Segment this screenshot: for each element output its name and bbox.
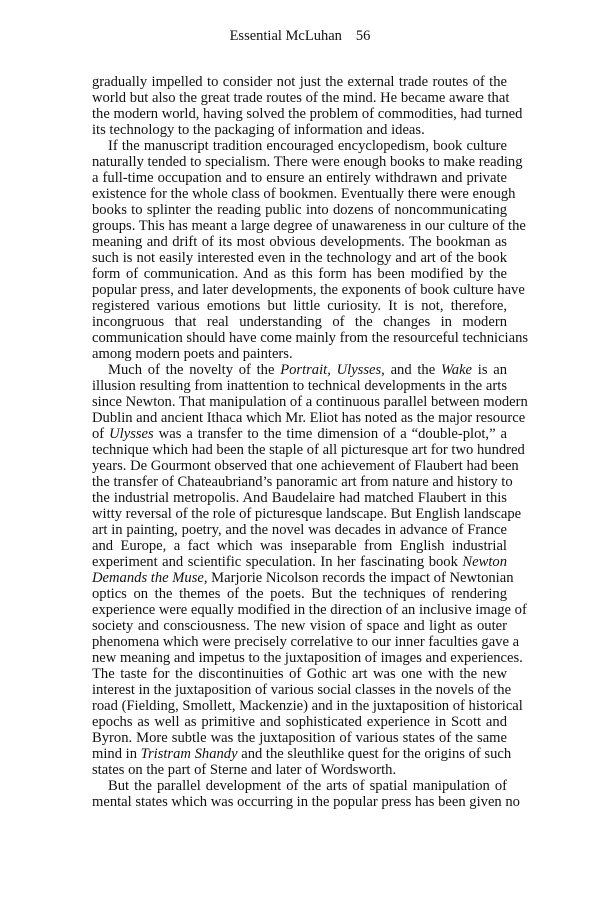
text-run: Dublin and ancient Ithaca which Mr. Eliot has noted as the major resource — [92, 410, 526, 426]
text-line — [92, 346, 507, 362]
text-run: states on the part of Sterne and later of Wordsworth. — [92, 762, 397, 778]
italic-title: Newton — [462, 554, 507, 570]
text-run: gradually impelled to consider not just the external trade routes of the — [92, 74, 507, 90]
paragraph — [92, 74, 523, 138]
text-run: popular press, and later developments, the exponents of book culture have — [92, 282, 525, 298]
text-run: interest in the juxtaposition of various social classes in the novels of the — [92, 682, 512, 698]
text-run: and the — [384, 362, 441, 378]
book-title: Essential McLuhan — [229, 28, 342, 44]
text-run: Marjorie Nicolson records the impact of Newtonian — [207, 570, 514, 586]
text-line — [92, 666, 507, 682]
text-run: existence for the whole class of bookmen. Eventually there were enough — [92, 186, 516, 202]
text-line — [92, 442, 525, 458]
text-line — [92, 362, 507, 378]
text-line — [92, 762, 507, 778]
text-run: optics on the themes of the poets. But the techniques of rendering — [92, 586, 507, 602]
text-run: since Newton. That manipulation of a continuous parallel between modern — [92, 394, 528, 410]
text-run: experience were equally modified in the direction of an inclusive image of — [92, 602, 527, 618]
text-line — [92, 266, 507, 282]
text-run: registered various emotions but little curiosity. It is not, therefore, — [92, 298, 507, 314]
italic-title: Ulysses — [109, 426, 154, 442]
text-line — [92, 330, 529, 346]
text-run: of — [92, 426, 110, 442]
text-run: experiment and scientific speculation. In her fascinating book — [92, 554, 463, 570]
text-line — [92, 538, 507, 554]
text-line — [92, 426, 507, 442]
text-line — [92, 410, 526, 426]
text-line — [92, 714, 507, 730]
text-run: phenomena which were precisely correlative to our inner faculties gave a — [92, 634, 520, 650]
text-line — [92, 90, 510, 106]
text-line — [92, 74, 507, 90]
text-run: new meaning and impetus to the juxtaposition of images and experiences. — [92, 650, 523, 666]
text-run: technique which had been the staple of all picturesque art for two hundred — [92, 442, 525, 458]
text-line — [92, 250, 507, 266]
running-header — [0, 27, 600, 45]
text-run: the industrial metropolis. And Baudelaire had matched Flaubert in this — [92, 490, 507, 506]
text-run: years. De Gourmont observed that one achievement of Flaubert had been — [92, 458, 519, 474]
text-line — [92, 186, 516, 202]
text-run: among modern poets and painters. — [92, 346, 293, 362]
text-line — [92, 218, 526, 234]
text-run: society and consciousness. The new vision of space and light as outer — [92, 618, 507, 634]
text-run: form of communication. And as this form has been modified by the — [92, 266, 507, 282]
text-line — [92, 554, 507, 570]
text-run: the transfer of Chateaubriand’s panoramic art from nature and history to — [92, 474, 513, 490]
text-line — [92, 282, 525, 298]
text-line — [92, 778, 507, 794]
text-run: mental states which was occurring in the popular press has been given no — [92, 794, 520, 810]
text-run: The taste for the discontinuities of Gothic art was one with the new — [92, 666, 507, 682]
text-line — [92, 602, 527, 618]
page-number: 56 — [355, 28, 371, 44]
text-line — [92, 522, 507, 538]
text-run: epochs as well as primitive and sophisticated experience in Scott and — [92, 714, 507, 730]
text-run: was a transfer to the time dimension of a “double-plot,” a — [153, 426, 507, 442]
text-run: books to splinter the reading public into dozens of noncommunicating — [92, 202, 507, 218]
text-run: a full-time occupation and to ensure an entirely withdrawn and private — [92, 170, 507, 186]
text-line — [92, 458, 519, 474]
text-line — [92, 298, 507, 314]
text-run: illusion resulting from inattention to technical developments in the arts — [92, 378, 507, 394]
text-run: naturally tended to specialism. There were enough books to make reading — [92, 154, 523, 170]
text-run: road (Fielding, Smollett, Mackenzie) and in the juxtaposition of historical — [92, 698, 523, 714]
text-run: is an — [472, 362, 508, 378]
text-line — [92, 570, 514, 586]
text-run: meaning and drift of its most obvious developments. The bookman as — [92, 234, 507, 250]
italic-title: Wake — [440, 362, 473, 378]
text-line — [92, 730, 507, 746]
text-line — [92, 106, 523, 122]
text-line — [92, 474, 513, 490]
italic-title: Tristram Shandy — [140, 746, 238, 762]
text-run: Byron. More subtle was the juxtaposition of various states of the same — [92, 730, 507, 746]
text-line — [92, 378, 507, 394]
text-run: witty reversal of the role of picturesque landscape. But English landscape — [92, 506, 522, 522]
text-line — [92, 138, 507, 154]
text-line — [92, 154, 523, 170]
text-run: mind in — [92, 746, 141, 762]
text-run: But the parallel development of the arts of spatial manipulation of — [108, 778, 507, 794]
text-line — [92, 618, 507, 634]
text-run: its technology to the packaging of information and ideas. — [92, 122, 425, 138]
text-run: incongruous that real understanding of the changes in modern — [92, 314, 507, 330]
text-line — [92, 490, 507, 506]
text-line — [92, 794, 520, 810]
text-line — [92, 122, 507, 138]
text-run: and the sleuthlike quest for the origins of such — [237, 746, 512, 762]
text-line — [92, 506, 522, 522]
text-run: Much of the novelty of the — [108, 362, 281, 378]
text-run: communication should have come mainly from the resourceful technicians — [92, 330, 529, 346]
text-line — [92, 170, 507, 186]
italic-title: Portrait, Ulysses, — [280, 362, 385, 378]
text-line — [92, 682, 512, 698]
text-line — [92, 746, 512, 762]
text-run: the modern world, having solved the problem of commodities, had turned — [92, 106, 523, 122]
text-line — [92, 314, 507, 330]
italic-title: Demands the Muse, — [92, 570, 208, 586]
text-line — [92, 650, 523, 666]
text-run: world but also the great trade routes of the mind. He became aware that — [92, 90, 510, 106]
text-run: If the manuscript tradition encouraged encyclopedism, book culture — [108, 138, 507, 154]
text-run: art in painting, poetry, and the novel was decades in advance of France — [92, 522, 507, 538]
text-line — [92, 586, 507, 602]
paragraph — [92, 362, 528, 778]
text-line — [92, 202, 507, 218]
text-line — [92, 394, 528, 410]
paragraph — [92, 778, 520, 810]
paragraph — [92, 138, 529, 362]
text-run: groups. This has meant a large degree of unawareness in our culture of the — [92, 218, 526, 234]
text-run: such is not easily interested even in the technology and art of the book — [92, 250, 507, 266]
text-run: and Europe, a fact which was inseparable from English industrial — [92, 538, 507, 554]
text-line — [92, 634, 520, 650]
page-body — [92, 74, 529, 810]
text-line — [92, 234, 507, 250]
text-line — [92, 698, 523, 714]
